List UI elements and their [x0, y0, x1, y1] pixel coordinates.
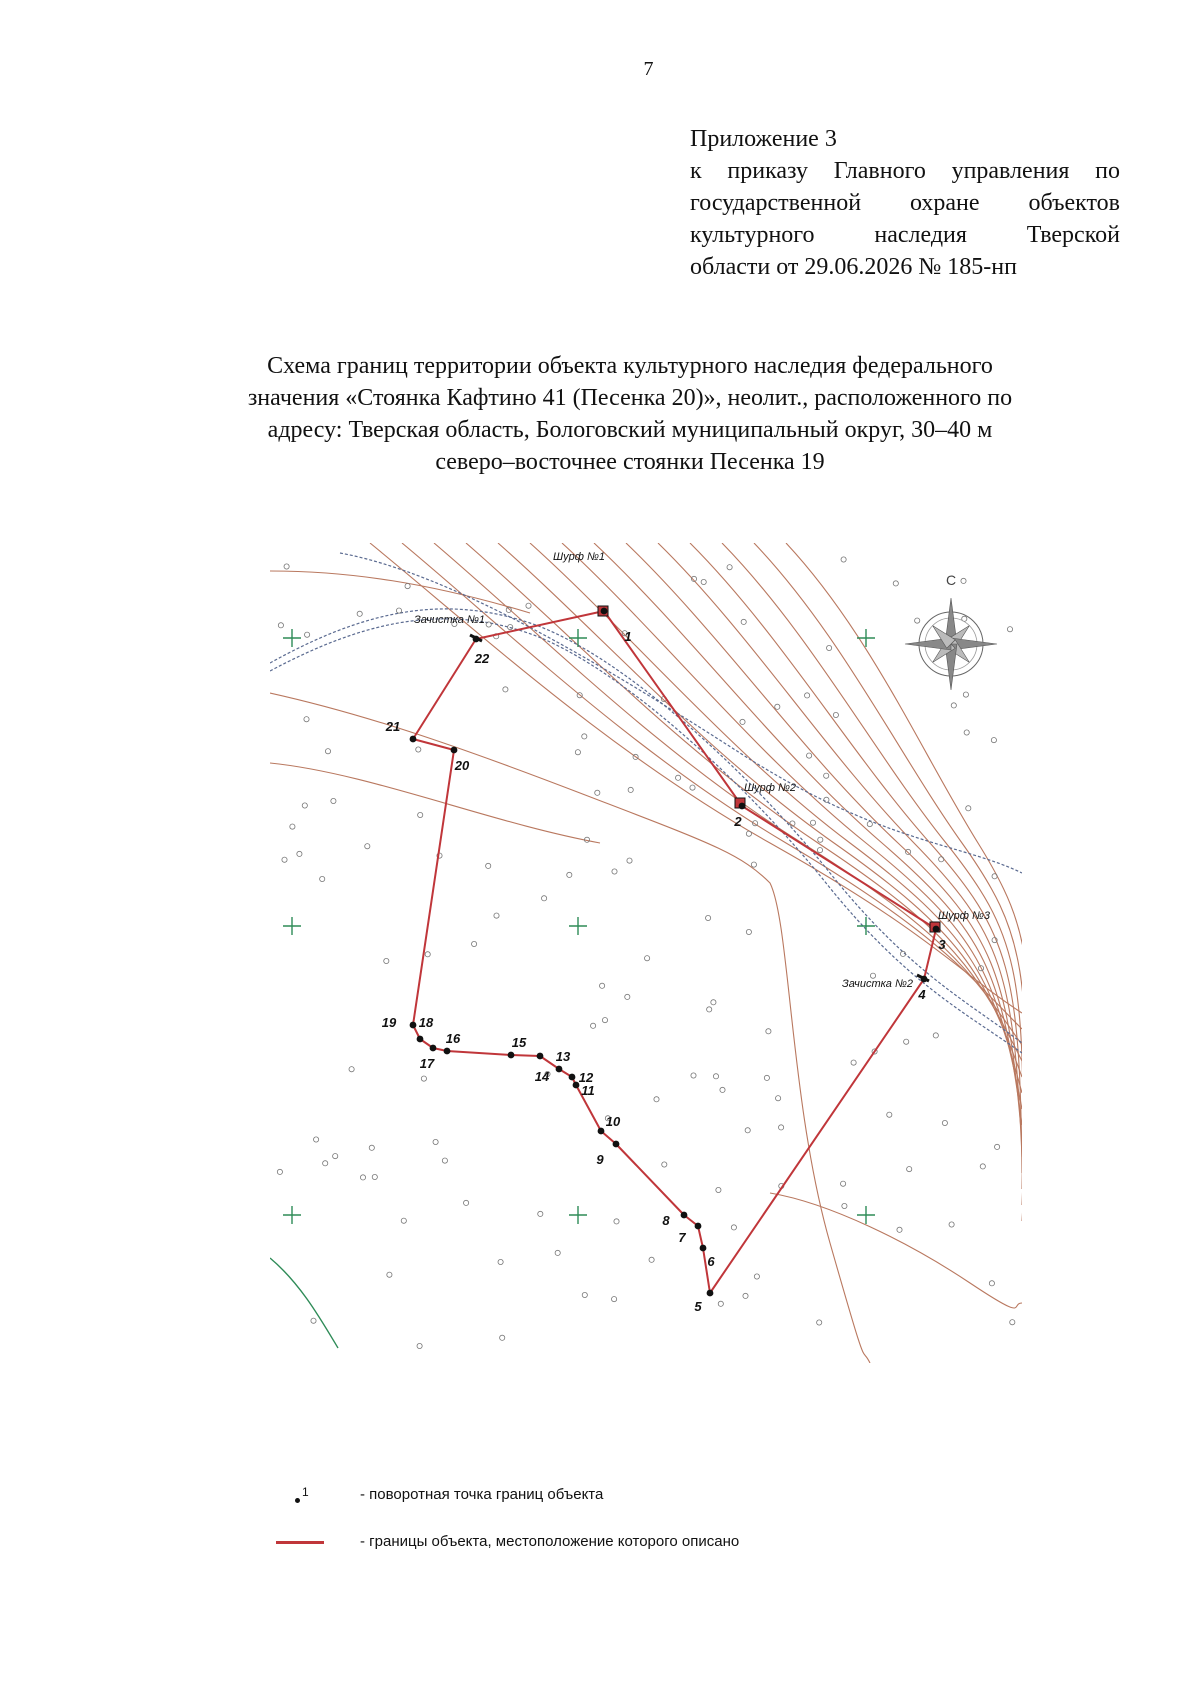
- turning-point-icon: [417, 1036, 424, 1043]
- page-number: 7: [643, 58, 654, 80]
- legend-line-symbol: [270, 1527, 330, 1557]
- turning-point-label: 21: [385, 719, 401, 734]
- turning-point-icon: [508, 1052, 515, 1059]
- turning-point-icon: [695, 1223, 702, 1230]
- turning-point-label: 1: [624, 629, 632, 644]
- turning-point-label: 9: [596, 1152, 604, 1167]
- turning-point-icon: [739, 803, 746, 810]
- turning-point-label: 15: [511, 1035, 527, 1050]
- turning-point-label: 6: [707, 1254, 715, 1269]
- legend-red-line-icon: [276, 1541, 324, 1544]
- survey-label: Зачистка №2: [842, 978, 914, 990]
- legend-row-line: [270, 1527, 970, 1557]
- turning-point-label: 17: [419, 1056, 435, 1071]
- turning-point-label: 16: [445, 1031, 461, 1046]
- legend-point-text: - поворотная точка границ объекта: [360, 1486, 604, 1503]
- turning-point-icon: [598, 1128, 605, 1135]
- appendix-header: [690, 123, 1120, 283]
- turning-point-label: 10: [605, 1114, 621, 1129]
- turning-point-label: 5: [694, 1299, 702, 1314]
- legend-point-symbol: [270, 1480, 330, 1510]
- turning-point-icon: [410, 736, 417, 743]
- turning-point-icon: [601, 608, 608, 615]
- appendix-line: государственной охране объектов: [690, 190, 1120, 216]
- turning-point-icon: [473, 636, 480, 643]
- turning-point-icon: [681, 1212, 688, 1219]
- survey-label: Шурф №2: [744, 782, 797, 794]
- turning-point-label: 13: [555, 1049, 571, 1064]
- turning-point-icon: [613, 1141, 620, 1148]
- legend-line-text: - границы объекта, местоположение которого описано: [360, 1533, 740, 1550]
- boundary-map: [270, 543, 1022, 1363]
- turning-point-icon: [410, 1022, 417, 1029]
- survey-label: Зачистка №1: [414, 614, 486, 626]
- scheme-title: [160, 350, 1100, 478]
- turning-point-icon: [537, 1053, 544, 1060]
- turning-point-icon: [451, 747, 458, 754]
- map-canvas: [270, 543, 1022, 1363]
- title-line: северо–восточнее стоянки Песенка 19: [435, 449, 825, 475]
- turning-point-label: 2: [734, 814, 742, 829]
- compass-north-label: С: [945, 572, 957, 588]
- turning-point-label: 14: [534, 1069, 550, 1084]
- turning-point-icon: [933, 926, 940, 933]
- title-line: Схема границ территории объекта культурного наследия федерального: [267, 353, 993, 379]
- legend-dot-icon: [295, 1498, 300, 1503]
- turning-point-icon: [569, 1074, 576, 1081]
- turning-point-label: 3: [938, 937, 946, 952]
- turning-point-label: 20: [454, 758, 470, 773]
- turning-point-icon: [444, 1048, 451, 1055]
- legend-point-sample-label: 1: [302, 1485, 309, 1499]
- turning-point-icon: [700, 1245, 707, 1252]
- turning-point-label: 8: [662, 1213, 670, 1228]
- turning-point-label: 11: [581, 1083, 595, 1098]
- legend-row-point: [270, 1480, 970, 1510]
- map-background: [270, 543, 1022, 1363]
- turning-point-icon: [556, 1066, 563, 1073]
- appendix-line: области от 29.06.2026 № 185-нп: [690, 254, 1017, 280]
- appendix-line: Приложение 3: [690, 126, 837, 152]
- appendix-line: культурного наследия Тверской: [690, 222, 1120, 248]
- turning-point-icon: [707, 1290, 714, 1297]
- title-line: адресу: Тверская область, Бологовский муниципальный округ, 30–40 м: [267, 417, 993, 443]
- turning-point-icon: [430, 1045, 437, 1052]
- survey-label: Шурф №1: [553, 551, 606, 563]
- appendix-line: к приказу Главного управления по: [690, 158, 1120, 184]
- turning-point-label: 7: [678, 1230, 686, 1245]
- turning-point-label: 4: [918, 987, 926, 1002]
- turning-point-label: 22: [474, 651, 490, 666]
- turning-point-label: 18: [418, 1015, 434, 1030]
- survey-label: Шурф №3: [938, 910, 991, 922]
- turning-point-label: 12: [578, 1070, 594, 1085]
- title-line: значения «Стоянка Кафтино 41 (Песенка 20)», неолит., расположенного по: [247, 385, 1013, 411]
- turning-point-icon: [921, 976, 928, 983]
- turning-point-label: 19: [381, 1015, 397, 1030]
